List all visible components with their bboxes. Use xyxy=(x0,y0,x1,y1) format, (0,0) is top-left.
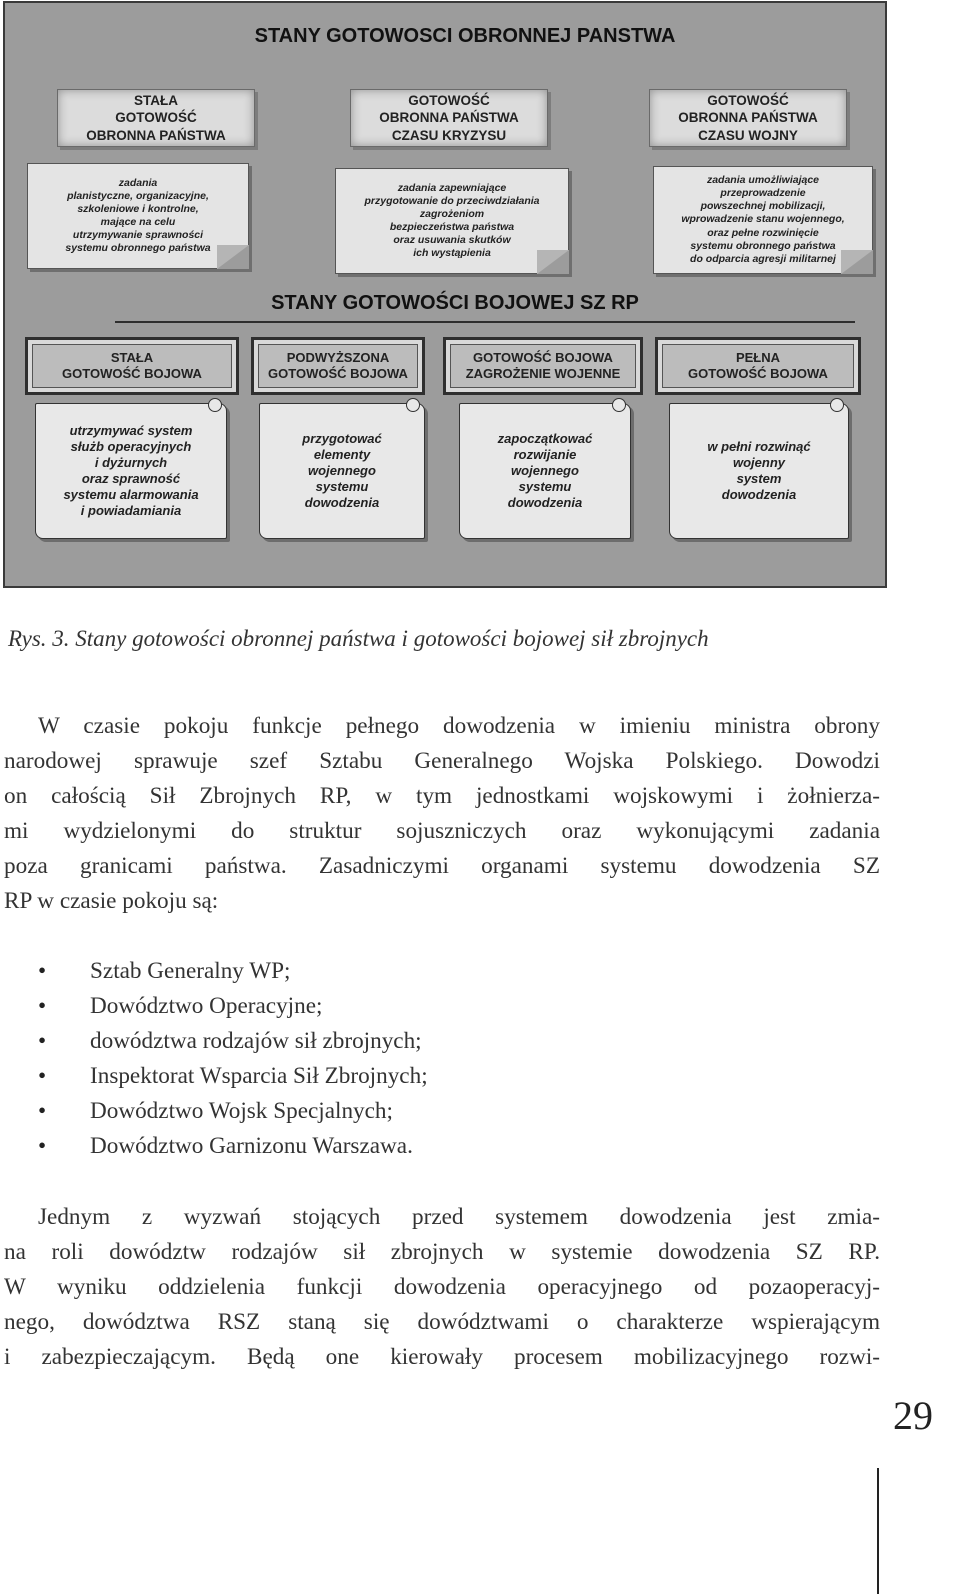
scroll-line: rozwijanie xyxy=(513,447,577,463)
command-bodies-list xyxy=(38,954,428,1164)
state-box-line: GOTOWOŚĆ xyxy=(115,110,197,126)
readiness-box-line: GOTOWOŚĆ BOJOWA xyxy=(688,366,828,381)
readiness-box-full xyxy=(655,337,861,395)
scroll-line: systemu xyxy=(518,478,572,494)
state-box-line: OBRONNA PAŃSTWA xyxy=(678,110,818,126)
figure-diagram xyxy=(3,1,887,588)
state-box-line: OBRONNA PAŃSTWA xyxy=(86,127,226,143)
state-box-line: CZASU KRYZYSU xyxy=(391,127,507,143)
text-line: i zabezpieczającym. Będą one kierowały procesem mobilizacyjnego rozwi- xyxy=(4,1344,880,1370)
readiness-box-increased xyxy=(251,337,425,395)
description-line: przygotowanie do przeciwdziałania xyxy=(364,194,540,207)
readiness-description-increased xyxy=(259,403,425,539)
text-line: nego, dowództwa RSZ staną się dowództwami o charakterze wspierającym xyxy=(4,1309,880,1335)
page-fold-corner xyxy=(841,250,873,274)
description-line: utrzymywanie sprawności xyxy=(72,229,204,242)
scroll-curl xyxy=(208,398,222,412)
page-fold-corner xyxy=(217,245,249,269)
state-box-crisis xyxy=(350,89,548,147)
scroll-line: i dyżurnych xyxy=(94,455,168,471)
text-line: narodowej sprawuje szef Sztabu Generalnego Wojska Polskiego. Dowodzi xyxy=(4,748,880,774)
readiness-box-line: PEŁNA xyxy=(735,349,781,365)
scroll-line: systemu alarmowania xyxy=(63,486,199,502)
scroll-line: dowodzenia xyxy=(304,494,380,510)
readiness-box-line: GOTOWOŚĆ BOJOWA xyxy=(473,349,613,365)
scroll-line: system xyxy=(736,471,782,486)
list-item: • Dowództwo Operacyjne; xyxy=(38,989,428,1024)
readiness-description-war-threat xyxy=(459,403,631,539)
readiness-box-permanent xyxy=(25,337,239,395)
scroll-line: dowodzenia xyxy=(507,494,583,510)
state-box-war xyxy=(649,89,847,147)
description-line: oraz pełne rozwinięcie xyxy=(707,226,819,239)
scroll-line: wojenny xyxy=(732,455,785,471)
state-box-line: CZASU WOJNY xyxy=(698,127,798,143)
text-line: Jednym z wyzwań stojących przed systemem dowodzenia jest zmia- xyxy=(38,1204,880,1230)
scroll-line: wojennego xyxy=(511,463,579,479)
readiness-box-line: GOTOWOŚĆ BOJOWA xyxy=(268,366,408,381)
description-line: oraz usuwania skutków xyxy=(393,234,511,247)
state-description-war xyxy=(653,166,873,274)
description-line: przeprowadzenie xyxy=(720,187,806,200)
state-description-crisis xyxy=(335,168,569,274)
readiness-box-war-threat xyxy=(443,337,643,395)
description-line: planistyczne, organizacyjne, xyxy=(67,189,209,202)
page-fold-corner xyxy=(537,250,569,274)
paragraph-challenges xyxy=(4,1200,880,1375)
description-line: zadania zapewniające xyxy=(397,181,507,194)
combat-readiness-title: STANY GOTOWOŚCI BOJOWEJ SZ RP xyxy=(271,292,639,314)
margin-rule xyxy=(877,1468,879,1594)
readiness-box-line: PODWYŻSZONA xyxy=(286,349,390,365)
title-underline xyxy=(115,321,855,323)
scroll-line: utrzymywać system xyxy=(69,423,193,439)
scroll-line: elementy xyxy=(313,447,371,463)
text-line: RP w czasie pokoju są: xyxy=(4,888,219,914)
scroll-line: w pełni rozwinąć xyxy=(707,439,811,455)
scroll-line: przygotować xyxy=(302,431,382,447)
scroll-line: zapoczątkować xyxy=(497,431,593,447)
readiness-box-line: GOTOWOŚĆ BOJOWA xyxy=(62,366,202,381)
state-description-permanent xyxy=(27,163,249,269)
paragraph-command-in-peacetime xyxy=(4,709,880,919)
readiness-description-full xyxy=(669,403,849,539)
state-box-line: STAŁA xyxy=(134,92,178,108)
list-item: • dowództwa rodzajów sił zbrojnych; xyxy=(38,1024,428,1059)
list-item: • Dowództwo Wojsk Specjalnych; xyxy=(38,1094,428,1129)
description-line: zadania umożliwiające xyxy=(706,174,820,187)
scroll-curl xyxy=(406,398,420,412)
scroll-curl xyxy=(830,398,844,412)
scroll-line: oraz sprawność xyxy=(81,471,181,486)
text-line: W wyniku oddzielenia funkcji dowodzenia operacyjnego od pozaoperacyj- xyxy=(4,1274,880,1300)
scroll-curl xyxy=(612,398,626,412)
readiness-box-line: ZAGROŻENIE WOJENNE xyxy=(465,366,621,381)
page-number: 29 xyxy=(893,1393,933,1438)
state-box-permanent xyxy=(57,89,255,147)
state-box-line: OBRONNA PAŃSTWA xyxy=(379,110,519,126)
scroll-line: systemu xyxy=(315,478,369,494)
scroll-line: dowodzenia xyxy=(721,486,797,502)
description-line: do odparcia agresji militarnej xyxy=(690,252,836,265)
description-line: zadania xyxy=(118,176,158,189)
state-box-line: GOTOWOŚĆ xyxy=(707,92,789,108)
list-item: • Inspektorat Wsparcia Sił Zbrojnych; xyxy=(38,1059,428,1094)
scroll-line: wojennego xyxy=(308,463,376,479)
readiness-description-permanent xyxy=(35,403,227,539)
description-line: powszechnej mobilizacji, xyxy=(700,200,826,213)
list-item: • Dowództwo Garnizonu Warszawa. xyxy=(38,1129,428,1164)
text-line: mi wydzielonymi do struktur sojuszniczych oraz wykonującymi zadania xyxy=(4,818,880,844)
text-line: na roli dowództw rodzajów sił zbrojnych w systemie dowodzenia SZ RP. xyxy=(4,1239,880,1265)
list-item: • Sztab Generalny WP; xyxy=(38,954,428,989)
text-line: on całością Sił Zbrojnych RP, w tym jednostkami wojskowymi i żołnierza- xyxy=(4,783,880,809)
description-line: bezpieczeństwa państwa xyxy=(389,221,515,233)
description-line: wprowadzenie stanu wojennego, xyxy=(681,213,845,226)
description-line: ich wystąpienia xyxy=(413,247,491,260)
text-line: poza granicami państwa. Zasadniczymi organami systemu dowodzenia SZ xyxy=(4,853,880,879)
figure-caption: Rys. 3. Stany gotowości obronnej państwa i gotowości bojowej sił zbrojnych xyxy=(8,626,709,651)
state-box-line: GOTOWOŚĆ xyxy=(408,92,490,108)
description-line: zagrożeniom xyxy=(419,207,485,220)
readiness-box-line: STAŁA xyxy=(110,349,154,365)
figure-title: STANY GOTOWOSCI OBRONNEJ PANSTWA xyxy=(254,25,676,47)
description-line: systemu obronnego państwa xyxy=(690,239,836,252)
description-line: mające na celu xyxy=(100,216,176,228)
text-line: W czasie pokoju funkcje pełnego dowodzenia w imieniu ministra obrony xyxy=(38,713,880,739)
description-line: szkoleniowe i kontrolne, xyxy=(77,202,199,215)
scroll-line: i powiadamiania xyxy=(80,502,182,518)
scroll-line: służb operacyjnych xyxy=(70,439,192,455)
description-line: systemu obronnego państwa xyxy=(65,242,211,255)
